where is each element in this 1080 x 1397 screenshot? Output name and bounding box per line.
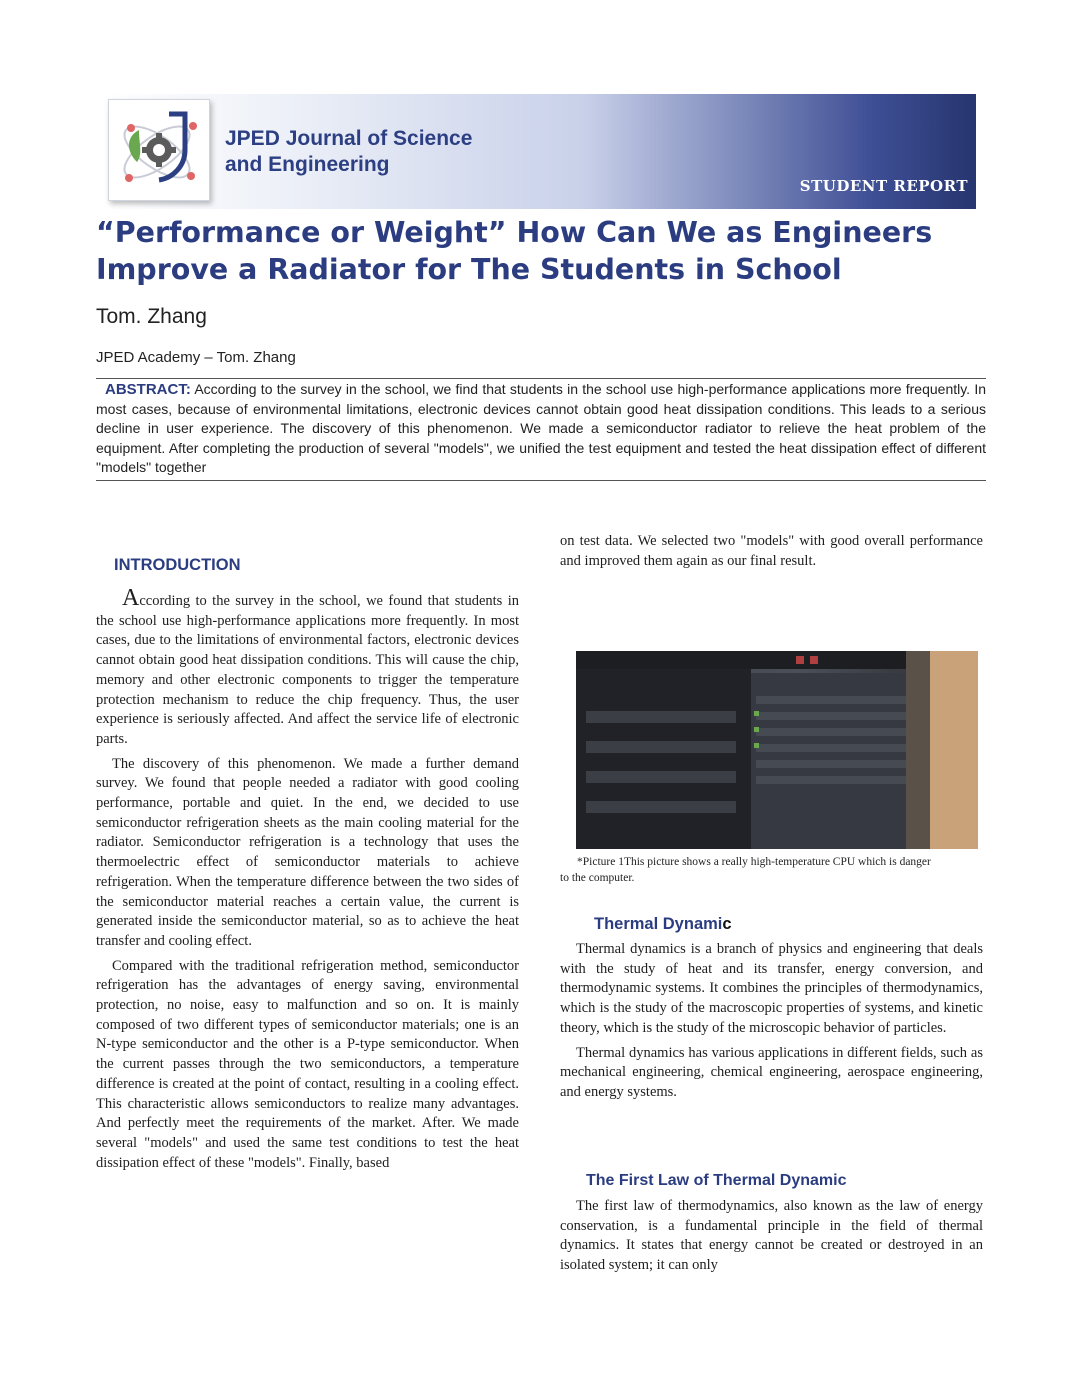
intro-dropcap: A [122, 585, 140, 611]
figure-caption [560, 855, 986, 886]
paper-title [96, 214, 976, 288]
jped-atom-gear-logo-icon [109, 100, 209, 200]
first-law-heading: The First Law of Thermal Dynamic [586, 1172, 847, 1189]
intro-paragraph-2: The discovery of this phenomenon. We made a further demand survey. We found that people needed a radiator with good cooling performance, portable and quiet. In the end, we decided to use semiconductor refrigeration sheets as the main cooling material for the radiator. Semiconductor refrigeration is a technology that uses the thermoelectric effect of semiconductor materials to achieve refrigeration. When the temperature difference between the two sides of the semiconductor material reaches a certain value, the current is generated inside the semiconductor material, so as to achieve the heat transfer and cooling effect. [96, 755, 519, 949]
thermal-dynamic-body [560, 940, 983, 1108]
thermal-dynamic-heading [594, 915, 732, 934]
introduction-heading: INTRODUCTION [114, 556, 241, 574]
thermal-paragraph-1: Thermal dynamics is a branch of physics and engineering that deals with the study of heat and its transfer, energy conversion, and thermodynamic systems. It combines the principles of thermodynamics, which is the study of the macroscopic properties of systems, and kinetic theory, which is the study of the microscopic behavior of particles. [560, 941, 983, 1036]
author-name: Tom. Zhang [96, 305, 207, 328]
figure-caption-line1: *Picture 1This picture shows a really high-temperature CPU which is danger [577, 856, 931, 868]
report-type-label: STUDENT REPORT [799, 177, 968, 195]
intro-paragraph-3-continued: on test data. We selected two "models" with good overall performance and improved them again as our final result. [560, 533, 983, 569]
journal-name-line2: and Engineering [225, 153, 390, 176]
intro-paragraph-1-text: ccording to the survey in the school, we found that students in the school use high-performance applications more frequently. In most cases, due to the limitations of environmental factors, electronic devices cannot obtain good heat dissipation conditions. This will cause the chip, memory and other electronic components to trigger the temperature protection mechanism to reduce the chip frequency. Thus, the user experience is seriously affected. And affect the service life of electronic parts. [96, 593, 519, 747]
abstract-label: ABSTRACT: [105, 381, 191, 398]
first-law-paragraph-1: The first law of thermodynamics, also known as the law of energy conservation, is a fundamental principle in the field of thermal dynamics. It states that energy cannot be created or destroyed in an isolated system; it can only [560, 1198, 983, 1274]
thermal-dynamic-heading-main: Thermal Dynami [594, 915, 723, 933]
journal-name [225, 126, 472, 178]
introduction-body [96, 585, 519, 1178]
cpu-temperature-photo [576, 651, 978, 849]
author-affiliation: JPED Academy – Tom. Zhang [96, 349, 296, 366]
abstract-text: According to the survey in the school, we find that students in the school use high-performance applications more frequently. In most cases, because of environmental limitations, electronic devices cannot obtain good heat dissipation conditions. This leads to a serious decline in user experience. The discovery of this phenomenon. We made a semiconductor radiator to relieve the heat problem of the equipment. After completing the production of several "models", we unified the test equipment and tested the heat dissipation effect of different "models" together [96, 381, 986, 475]
introduction-continued [560, 532, 983, 576]
intro-paragraph-3: Compared with the traditional refrigeration method, semiconductor refrigeration has the advantages of energy saving, environmental protection, no noise, easy to malfunction and so on. It is mainly composed of two different types of semiconductor materials; one is an N-type semiconductor and the other is a P-type semiconductor. When the current passes through the two semiconductors, a temperature difference is created at the point of contact, resulting in a cooling effect. This characteristic allows semiconductors to realize many advantages. And perfectly meet the requirements of the market. After. We made several "models" and used the same test conditions to test the heat dissipation effect of these "models". Finally, based [96, 957, 519, 1171]
intro-paragraph-1 [96, 585, 519, 750]
paper-title-line2: Improve a Radiator for The Students in School [96, 253, 842, 286]
thermal-paragraph-2: Thermal dynamics has various applications in different fields, such as mechanical engineering, chemical engineering, aerospace engineering, and energy systems. [560, 1044, 983, 1100]
first-law-body [560, 1197, 983, 1281]
abstract-block [96, 378, 986, 481]
paper-title-line1: “Performance or Weight” How Can We as Engineers [96, 216, 933, 249]
figure-caption-line2: to the computer. [560, 871, 635, 884]
thermal-dynamic-heading-tail: c [722, 915, 732, 933]
journal-name-line1: JPED Journal of Science [225, 127, 473, 150]
journal-logo [108, 99, 210, 201]
